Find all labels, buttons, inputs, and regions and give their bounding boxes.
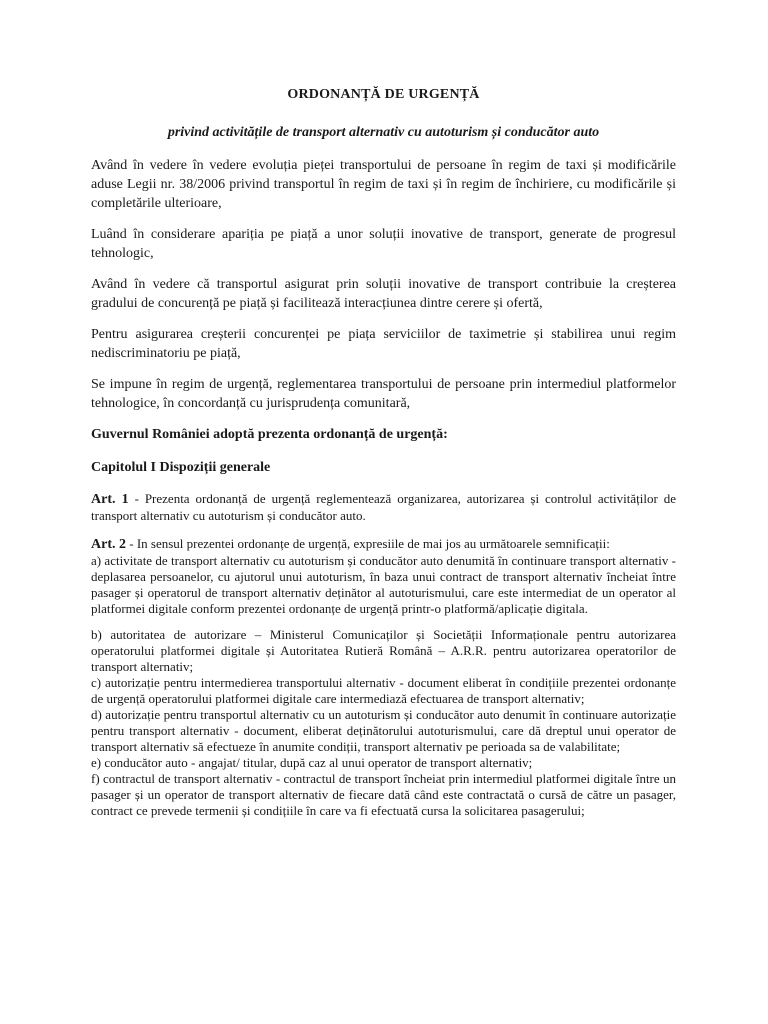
document-subtitle: privind activitățile de transport alternativ cu autoturism și conducător auto — [167, 125, 600, 140]
definition-f: f) contractul de transport alternativ - contractul de transport încheiat prin intermediul platformei digitale între un pasager și un operator de transport alternativ de fiecare dată când este contractată o cursă de către un pasager, contract ce prevede termenii și condițiile în care va fi efectuată cursa la solicitarea pasagerului; — [91, 771, 676, 818]
article-2-intro-text: - In sensul prezentei ordonanțe de urgență, expresiile de mai jos au următoarele semnificații: — [126, 536, 610, 551]
article-2-definitions — [91, 627, 676, 819]
adoption-statement: Guvernul României adoptă prezenta ordonanță de urgență: — [91, 427, 448, 442]
article-2 — [91, 536, 676, 617]
preamble-paragraph-2: Luând în considerare apariția pe piață a unor soluții inovative de transport, generate de progresul tehnologic, — [91, 227, 676, 261]
definition-a: a) activitate de transport alternativ cu autoturism și conducător auto denumită în continuare transport alternativ - deplasarea persoanelor, cu ajutorul unui autoturism, în baza unui contract de transport alternativ încheiat între pasager și operatorul de transport alternativ deținător al autoturismului, care este intermediat de un operator al platformei digitale conform prezentei ordonanțe de urgență printr-o platformă/aplicație digitala. — [91, 553, 676, 616]
preamble-paragraph-1: Având în vedere în vedere evoluția pieței transportului de persoane în regim de taxi și modificările aduse Legii nr. 38/2006 privind transportul în regim de taxi și în regim de închiriere, cu modificările și completările ulterioare, — [91, 158, 676, 211]
definition-c: c) autorizație pentru intermedierea transportului alternativ - document eliberat în condițiile prezentei ordonanțe de urgență operatorului platformei digitale care intermediază efectuarea de transport alternativ; — [91, 675, 676, 706]
definition-b: b) autoritatea de autorizare – Ministerul Comunicaților și Societății Informaționale pentru autorizarea operatorului platformei digitale și Autoritatea Rutieră Română – A.R.R. pentru autorizarea operatorilor de transport alternativ; — [91, 627, 676, 674]
article-1-label: Art. 1 — [91, 492, 129, 507]
article-1 — [91, 491, 676, 524]
preamble-paragraph-5: Se impune în regim de urgență, reglementarea transportului de persoane prin intermediul platformelor tehnologice, în concordanță cu jurisprudența comunitară, — [91, 377, 676, 411]
definition-e: e) conducător auto - angajat/ titular, după caz al unui operator de transport alternativ; — [91, 755, 533, 770]
chapter-heading: Capitolul I Dispoziții generale — [91, 460, 271, 475]
article-2-label: Art. 2 — [91, 537, 126, 552]
article-1-text: - Prezenta ordonanță de urgență reglementează organizarea, autorizarea și controlul activităților de transport alternativ cu autoturism și conducător auto. — [91, 491, 676, 523]
preamble-paragraph-4: Pentru asigurarea creșterii concurenței pe piața serviciilor de taximetrie și stabilirea unui regim nediscriminatoriu pe piață, — [91, 327, 676, 361]
definition-d: d) autorizație pentru transportul alternativ cu un autoturism și conducător auto denumit în continuare autorizație pentru transport alternativ - document, eliberat deținătorului autoturismului, care dă dreptul unui operator de transport alternativ să efectueze în anumite condiții, transport alternativ pe perioada sa de valabilitate; — [91, 707, 676, 754]
article-2-intro — [91, 536, 676, 553]
preamble-paragraph-3: Având în vedere că transportul asigurat prin soluții inovative de transport contribuie la creșterea gradului de concurență pe piață și facilitează interacțiunea dintre cerere și ofertă, — [91, 277, 676, 311]
document-title: ORDONANȚĂ DE URGENȚĂ — [287, 87, 480, 102]
